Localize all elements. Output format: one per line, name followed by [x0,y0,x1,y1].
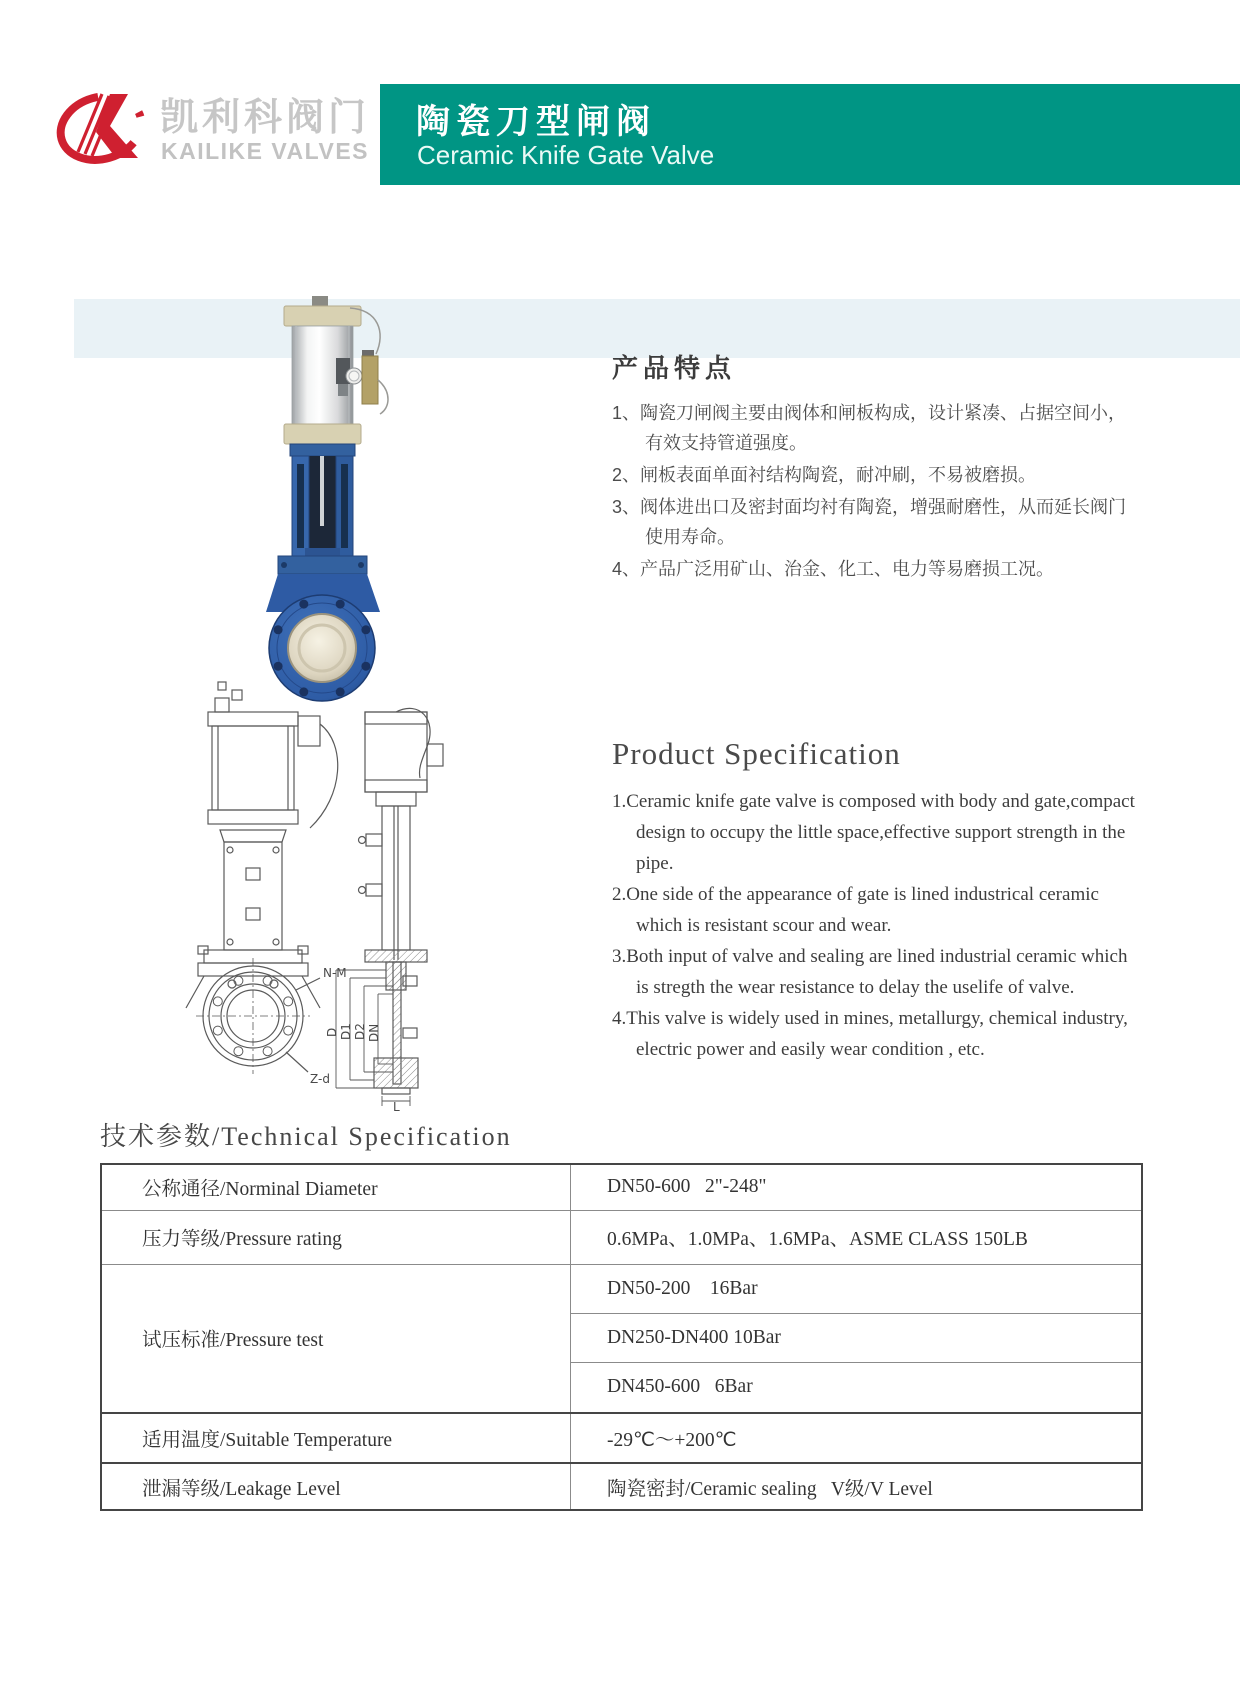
tech-spec-heading: 技术参数/Technical Specification [100,1122,512,1151]
feature-item: 4、产品广泛用矿山、治金、化工、电力等易磨损工况。 [612,559,1055,579]
spec-item: 4.This valve is widely used in mines, metallurgy, chemical industry, electric power and easily wear condition , etc. [612,1008,1128,1060]
table-row [101,1164,1142,1210]
dimension-label-dn: DN [367,1023,381,1042]
row-value: DN50-600 2"-248" [571,1164,1143,1210]
row-label: 公称通径/Norminal Diameter [101,1164,571,1210]
dimension-label-d1: D1 [339,1023,353,1040]
features-heading: 产品特点 [612,353,737,383]
dimension-label-zd: Z-d [310,1072,330,1086]
row-value: DN50-200 16Bar [571,1264,1143,1313]
spec-item: 1.Ceramic knife gate valve is composed with body and gate,compact design to occupy the little space,effective support strength in the pipe. [612,791,1135,874]
page-title-cn: 陶瓷刀型闸阀 [416,103,656,141]
table-row [101,1210,1142,1264]
table-row [101,1463,1142,1510]
row-value: DN450-600 6Bar [571,1362,1143,1413]
dimension-label-nm: N-M [323,966,347,980]
spec-item: 3.Both input of valve and sealing are lined industrial ceramic which is stregth the wear resistance to delay the uselife of valve. [612,946,1128,998]
product-spec-heading: Product Specification [612,736,901,771]
features-list [612,398,1142,586]
dimension-label-d2: D2 [353,1023,367,1040]
logo-text-en: KAILIKE VALVES [161,138,369,164]
row-value: -29℃～+200℃ [571,1413,1143,1463]
row-label: 适用温度/Suitable Temperature [101,1413,571,1463]
tech-spec-table [100,1163,1143,1511]
spec-item: 2.One side of the appearance of gate is lined industrical ceramic which is resistant scour and wear. [612,884,1099,936]
product-photo [250,280,400,705]
row-label: 压力等级/Pressure rating [101,1210,571,1264]
row-value: DN250-DN400 10Bar [571,1313,1143,1362]
row-value: 0.6MPa、1.0MPa、1.6MPa、ASME CLASS 150LB [571,1210,1143,1264]
title-banner [380,84,1240,185]
product-spec-list [612,786,1144,1065]
dimension-label-l: L [393,1100,400,1112]
feature-item: 2、闸板表面单面衬结构陶瓷，耐冲刷，不易被磨损。 [612,465,1037,485]
technical-drawing [160,660,480,1112]
dimension-label-d: D [325,1027,339,1037]
table-row [101,1413,1142,1463]
page-title-en: Ceramic Knife Gate Valve [417,140,715,170]
feature-item: 1、陶瓷刀闸阀主要由阀体和闸板构成，设计紧凑、占据空间小，有效支持管道强度。 [612,403,1127,453]
logo-text-cn: 凯利科阀门 [160,97,371,139]
kailike-logo-icon [44,78,159,173]
table-row [101,1264,1142,1313]
row-value: 陶瓷密封/Ceramic sealing V级/V Level [571,1463,1143,1510]
row-label: 泄漏等级/Leakage Level [101,1463,571,1510]
feature-item: 3、阀体进出口及密封面均衬有陶瓷，增强耐磨性，从而延长阀门使用寿命。 [612,497,1127,547]
row-label: 试压标准/Pressure test [101,1264,571,1413]
